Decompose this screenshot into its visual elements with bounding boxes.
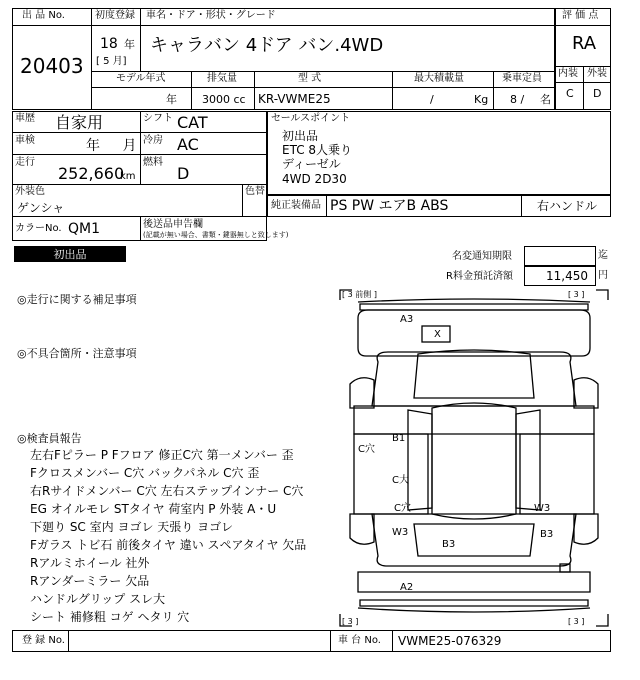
- damage-mark: B1: [392, 433, 406, 444]
- max-load-slash: /: [430, 93, 434, 106]
- color-no-label: カラーNo.: [15, 223, 62, 234]
- lot-no-label: 出 品 No.: [22, 10, 65, 21]
- color-change-label: 色替: [245, 186, 265, 197]
- car-desc-label: 車名・ドア・形状・グレード: [146, 10, 276, 21]
- inspector-line: 右Rサイドメンバー C穴 左右ステップインナー C穴: [30, 484, 304, 498]
- history: 自家用: [55, 113, 104, 132]
- inspection: 年 月: [86, 138, 137, 154]
- reg-no-label: 登 録 No.: [22, 635, 65, 646]
- lot-no: 20403: [20, 54, 84, 78]
- capacity-label: 乗車定員: [502, 73, 542, 84]
- capacity-unit: 名: [540, 93, 551, 106]
- year-unit: 年: [124, 38, 135, 51]
- displacement: 3000 cc: [202, 93, 246, 106]
- history-label: 車歴: [15, 113, 35, 124]
- fuel: D: [177, 164, 190, 183]
- fuel-label: 燃料: [143, 157, 163, 168]
- damage-mark: W3: [392, 527, 409, 538]
- inspector-line: 下廻り SC 室内 ヨゴレ 天張り ヨゴレ: [30, 520, 234, 534]
- chassis-label: 車 台 No.: [338, 635, 381, 646]
- damage-mark: A2: [400, 582, 414, 593]
- name-change-field: [524, 246, 596, 266]
- equipment-label: 純正装備品: [271, 200, 321, 211]
- corner-label-tl: [ 3 前側 ]: [342, 290, 377, 299]
- corner-label-tr: [ 3 ]: [568, 290, 585, 299]
- score-label: 評 価 点: [562, 10, 599, 21]
- damage-mark: B3: [442, 539, 456, 550]
- chassis-no: VWME25-076329: [398, 634, 502, 648]
- steering: 右ハンドル: [537, 199, 598, 213]
- inspector-line: ハンドルグリップ スレ大: [30, 592, 166, 606]
- damage-mark: C穴: [394, 503, 411, 514]
- damage-mark: W3: [534, 503, 551, 514]
- inspector-label: ◎検査員報告: [17, 432, 82, 445]
- first-reg-month: [ 5 月]: [96, 56, 127, 67]
- defects-label: ◎不具合箇所・注意事項: [17, 347, 137, 360]
- exterior-grade: D: [593, 87, 602, 100]
- mileage: 252,660: [58, 164, 125, 183]
- sales-point-line: 初出品: [282, 129, 319, 143]
- driving-notes-label: ◎走行に関する補足事項: [17, 293, 137, 306]
- inspector-line: Rアルミホイール 社外: [30, 556, 150, 570]
- ac: AC: [177, 135, 199, 154]
- score: RA: [572, 33, 597, 54]
- shift: CAT: [177, 113, 208, 132]
- model-year-label: モデル年式: [116, 73, 166, 84]
- sales-points-label: セールスポイント: [271, 113, 351, 124]
- damage-mark: C穴: [358, 444, 375, 455]
- sales-point-line: 4WD 2D30: [282, 172, 347, 186]
- inspector-line: 左右Fピラー P Fフロア 修正C穴 第一メンバー 歪: [30, 448, 294, 462]
- recycle-value: 11,450: [546, 269, 588, 283]
- model-type: KR-VWME25: [258, 92, 331, 106]
- recycle-unit: 円: [598, 270, 608, 281]
- corner-label-br: [ 3 ]: [568, 617, 585, 626]
- sales-point-line: ETC 8人乗り: [282, 143, 353, 157]
- sales-point-line: ディーゼル: [282, 157, 341, 171]
- docs-note: (記載が無い場合、書類・鍵器無しと致します): [143, 231, 289, 239]
- damage-mark: A3: [400, 314, 414, 325]
- name-change-label: 名変通知期限: [452, 251, 512, 262]
- exterior-label: 外装: [587, 68, 607, 79]
- inspector-line: Fガラス トビ石 前後タイヤ 違い スペアタイヤ 欠品: [30, 538, 307, 552]
- damage-mark: X: [434, 329, 441, 340]
- first-reg-label: 初度登録: [95, 10, 135, 21]
- car-diagram: [338, 288, 610, 628]
- first-reg-year: 18: [100, 36, 118, 52]
- color-no: QM1: [68, 221, 101, 237]
- ac-label: 冷房: [143, 135, 163, 146]
- inspection-label: 車検: [15, 135, 35, 146]
- max-load-unit: Kg: [474, 93, 489, 106]
- corner-label-bl: [ 3 ]: [342, 617, 359, 626]
- inspector-line: Rアンダーミラー 欠品: [30, 574, 150, 588]
- interior-grade: C: [566, 87, 574, 100]
- name-change-unit: 迄: [598, 250, 608, 261]
- inspector-line: EG オイルモレ STタイヤ 荷室内 P 外装 A・U: [30, 502, 277, 516]
- shift-label: シフト: [143, 113, 173, 124]
- damage-mark: C大: [392, 475, 409, 486]
- first-listing-text: 初出品: [53, 248, 87, 261]
- car-desc: キャラバン 4ドア バン.4WD: [150, 35, 384, 56]
- recycle-label: R料金預託済額: [446, 271, 513, 282]
- type-label: 型 式: [298, 73, 322, 84]
- damage-mark: B3: [540, 529, 554, 540]
- max-load-label: 最大積載量: [414, 73, 464, 84]
- docs-label: 後送品申告欄: [143, 219, 203, 230]
- mileage-unit: km: [120, 171, 136, 182]
- displacement-label: 排気量: [207, 73, 237, 84]
- equipment: PS PW エアB ABS: [330, 198, 449, 214]
- mileage-label: 走行: [15, 157, 35, 168]
- footer-box: [12, 630, 611, 652]
- car-outline-svg: [338, 288, 610, 628]
- exterior-color-label: 外装色: [15, 186, 45, 197]
- model-year-unit: 年: [166, 93, 177, 106]
- inspector-line: シート 補修粗 コゲ ヘタリ 穴: [30, 610, 190, 624]
- interior-label: 内装: [558, 68, 578, 79]
- inspector-line: Fクロスメンバー C穴 バックパネル C穴 歪: [30, 466, 260, 480]
- exterior-color: ゲンシャ: [17, 201, 65, 215]
- capacity: 8 /: [510, 93, 525, 106]
